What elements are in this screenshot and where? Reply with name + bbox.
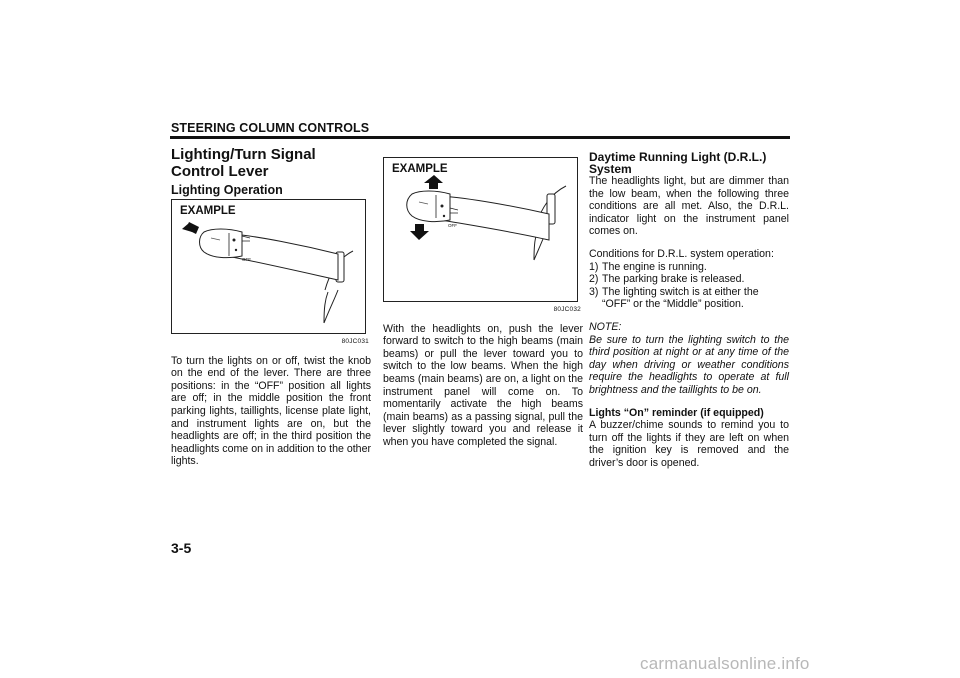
watermark: carmanualsonline.info (640, 654, 810, 673)
note-title: NOTE: (589, 320, 622, 333)
figure-code: 80JC032 (553, 306, 581, 313)
lever-illustration (172, 200, 365, 333)
drl-intro: The headlights light, but are dimmer than the low beam, when the following three conditions are all met. Also, the D.R.L. indicator light on the instrument panel comes on. (589, 175, 789, 238)
column-1 (171, 146, 371, 468)
conditions-list (589, 261, 789, 311)
subsection-heading: Lighting Operation (171, 183, 283, 197)
body-paragraph: With the headlights on, push the lever forward to switch to the high beams (main beams) or pull the lever toward you to switch to the low beams. When the high beams (main beams) are on, a light on the instrument panel will come on. To momentarily activate the high beams (main beams) as a passing signal, pull the lever slightly toward you and release it when you have completed the signal. (383, 322, 583, 448)
section-title: STEERING COLUMN CONTROLS (171, 121, 370, 135)
column-3 (589, 149, 789, 469)
lever-off-text: OFF (242, 257, 251, 262)
figure-lighting-operation (171, 199, 366, 334)
reminder-heading: Lights “On” reminder (if equipped) (589, 406, 764, 419)
lever-illustration (384, 158, 577, 301)
figure-high-low-beam (383, 157, 578, 302)
figure-code: 80JC031 (341, 338, 369, 345)
note-text: Be sure to turn the lighting switch to the third position at night or at any time of the day when driving or weather conditions require the headlights to operate at full brightness and the taillights to be on. (589, 333, 789, 396)
list-item: 1) The engine is running. (589, 260, 707, 273)
figure-label: EXAMPLE (392, 163, 448, 175)
column-2 (383, 157, 583, 449)
list-item: 2) The parking brake is released. (589, 273, 745, 286)
section-heading: Lighting/Turn Signal Control Lever (171, 146, 316, 180)
reminder-text: A buzzer/chime sounds to remind you to turn off the lights if they are left on when the ignition key is removed and the driver’s door is opened. (589, 419, 789, 469)
lever-off-text: OFF (448, 223, 457, 228)
conditions-title: Conditions for D.R.L. system operation: (589, 247, 774, 260)
body-paragraph: To turn the lights on or off, twist the knob on the end of the lever. There are three positions: in the “OFF” position all lights are off; in the middle position the front parking lights, taillights, license plate light, and instrument lights are on, but the headlights are off; in the third position the headlights come on in addition to the other lights. (171, 354, 371, 468)
page-number: 3-5 (171, 540, 192, 556)
list-item: 3) The lighting switch is at either the “OFF” or the “Middle” position. (589, 285, 759, 311)
figure-label: EXAMPLE (180, 205, 236, 217)
drl-heading: Daytime Running Light (D.R.L.) System (589, 150, 767, 176)
header-rule (170, 136, 790, 139)
